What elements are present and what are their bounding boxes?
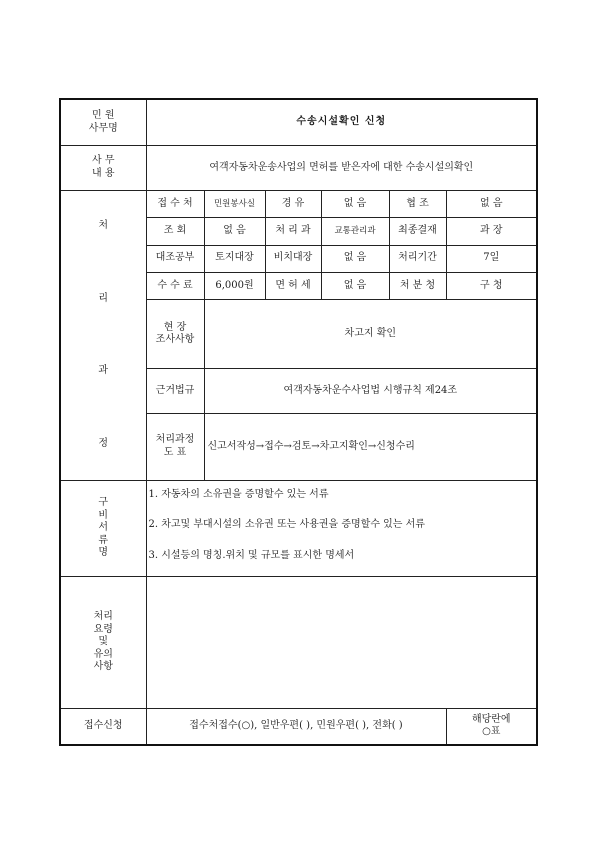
process-side-label xyxy=(60,190,146,480)
mark-note-line1: 해당란에 xyxy=(471,713,511,725)
grid-cell: 수 수 료 xyxy=(146,272,204,299)
process-side-char: 정 xyxy=(98,437,109,449)
content-label-line1: 사 무 xyxy=(92,155,115,167)
task-name-label-line1: 민 원 xyxy=(92,110,115,122)
grid-cell: 조 회 xyxy=(146,218,204,245)
notes-label-line: 및 xyxy=(98,636,109,648)
task-name-label-line2: 사무명 xyxy=(88,122,118,134)
docs-label-char: 비 xyxy=(98,509,109,521)
content-label-line2: 내 용 xyxy=(92,167,115,179)
grid-cell: 협 조 xyxy=(389,190,446,217)
required-docs-list xyxy=(146,480,537,576)
grid-cell: 교통관리과 xyxy=(321,218,389,245)
docs-label-char: 서 xyxy=(98,522,109,534)
grid-cell: 없 음 xyxy=(321,245,389,272)
grid-cell: 경 유 xyxy=(265,190,321,217)
grid-cell: 없 음 xyxy=(321,190,389,217)
receipt-options[interactable]: 접수처접수(○), 일반우편( ), 민원우편( ), 전화( ) xyxy=(146,708,446,745)
notes-label-line: 사항 xyxy=(93,661,113,673)
site-label-line2: 조사사항 xyxy=(155,334,195,346)
docs-label-char: 류 xyxy=(98,534,109,546)
doc-item: 1. 자동차의 소유권을 증명할수 있는 서류 xyxy=(148,488,329,500)
flow-label-line1: 처리과정 xyxy=(155,434,195,446)
flow-label xyxy=(146,413,204,480)
docs-label-char: 명 xyxy=(98,547,109,559)
receipt-mark-note xyxy=(446,708,537,745)
grid-cell: 민원봉사실 xyxy=(204,190,265,217)
form-title: 수송시설확인 신청 xyxy=(146,99,537,146)
notes-label-line: 요령 xyxy=(93,623,113,635)
content-text: 여객자동차운송사업의 면허를 받은자에 대한 수송시설의확인 xyxy=(146,146,537,191)
required-docs-label xyxy=(60,480,146,576)
application-form xyxy=(59,98,538,746)
site-inspection-label xyxy=(146,300,204,369)
grid-cell: 최종결재 xyxy=(389,218,446,245)
flow-value: 신고서작성→접수→검토→차고지확인→신청수리 xyxy=(204,413,537,480)
content-label xyxy=(60,146,146,191)
grid-cell: 없 음 xyxy=(204,218,265,245)
site-inspection-value: 차고지 확인 xyxy=(204,300,537,369)
grid-cell: 토지대장 xyxy=(204,245,265,272)
grid-cell: 처 리 과 xyxy=(265,218,321,245)
grid-cell: 대조공부 xyxy=(146,245,204,272)
grid-cell: 과 장 xyxy=(446,218,537,245)
grid-cell: 처 분 청 xyxy=(389,272,446,299)
grid-cell: 구 청 xyxy=(446,272,537,299)
law-value: 여객자동차운수사업법 시행규칙 제24조 xyxy=(204,369,537,414)
grid-cell: 6,000원 xyxy=(204,272,265,299)
site-label-line1: 현 장 xyxy=(163,321,187,333)
process-side-char: 리 xyxy=(98,292,109,304)
notes-label-line: 유의 xyxy=(93,648,113,660)
notes-content xyxy=(146,577,537,709)
mark-note-line2: ○표 xyxy=(482,726,501,738)
process-side-char: 과 xyxy=(98,365,109,377)
grid-cell: 처리기간 xyxy=(389,245,446,272)
docs-label-char: 구 xyxy=(98,497,109,509)
grid-cell: 없 음 xyxy=(446,190,537,217)
grid-cell: 없 음 xyxy=(321,272,389,299)
receipt-label: 접수신청 xyxy=(60,708,146,745)
grid-cell: 비치대장 xyxy=(265,245,321,272)
grid-cell: 접 수 처 xyxy=(146,190,204,217)
task-name-label xyxy=(60,99,146,146)
notes-label-line: 처리 xyxy=(93,611,113,623)
law-label: 근거법규 xyxy=(146,369,204,414)
doc-item: 3. 시설등의 명칭.위치 및 규모를 표시한 명세서 xyxy=(148,549,355,561)
grid-cell: 면 허 세 xyxy=(265,272,321,299)
notes-label xyxy=(60,577,146,709)
process-side-char: 처 xyxy=(98,220,109,232)
grid-cell: 7일 xyxy=(446,245,537,272)
flow-label-line2: 도 표 xyxy=(163,446,187,458)
doc-item: 2. 차고및 부대시설의 소유권 또는 사용권을 증명할수 있는 서류 xyxy=(148,519,425,531)
